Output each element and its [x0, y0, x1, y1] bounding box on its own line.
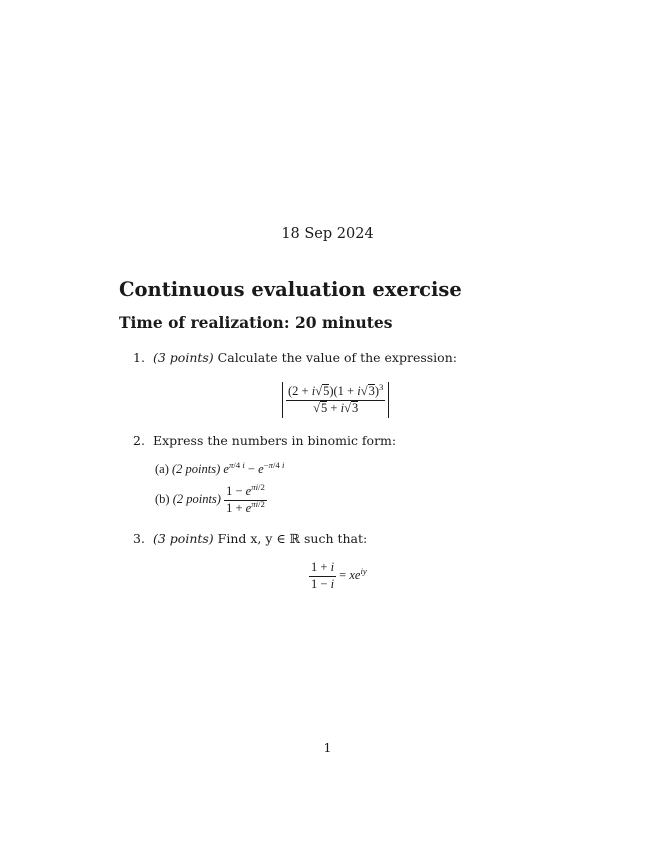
exercise-1-expression [282, 382, 389, 418]
exercise-2a-points: (2 points) [172, 462, 221, 476]
exercise-2 [133, 433, 396, 448]
exercise-2-number: 2. [133, 433, 145, 448]
expression-fraction: $\frac{(2 + i√5)(1 + i√3)^3}{√5 + i√3}$ [288, 381, 384, 415]
document-title: Continuous evaluation exercise [119, 278, 462, 301]
exercise-1-number: 1. [133, 350, 145, 365]
exercise-3-points: (3 points) [152, 531, 214, 546]
exercise-2b [155, 481, 267, 516]
exercise-2b-expression: $\frac{1 - e^{\pi i/2}}{1 + e^{\pi i/2}}$ [226, 481, 265, 515]
exercise-2a-label: (a) [155, 462, 169, 476]
absolute-value-expression [282, 382, 389, 418]
exercise-3-number: 3. [133, 531, 145, 546]
exercise-2a-expression: $e^{\pi/4 i} - e^{-\pi/4 i}$ [223, 459, 285, 476]
exercise-3 [133, 531, 367, 546]
exercise-3-text: Find x, y ∈ ℝ such that: [217, 531, 368, 546]
document-subtitle: Time of realization: 20 minutes [119, 313, 393, 332]
exercise-2b-label: (b) [155, 492, 170, 506]
exercise-2b-points: (2 points) [172, 492, 221, 506]
exercise-1-points: (3 points) [152, 350, 214, 365]
exercise-1 [133, 350, 457, 365]
page-number: 1 [323, 740, 332, 755]
exercise-1-text: Calculate the value of the expression: [217, 350, 457, 365]
exercise-2-text: Express the numbers in binomic form: [152, 433, 397, 448]
document-date: 18 Sep 2024 [281, 226, 374, 242]
exercise-2a [155, 459, 285, 477]
exercise-3-equation: $\frac{1 + i}{1 - i}$ = $xe^{iy}$ [311, 560, 367, 591]
equation-fraction: $\frac{1 + i}{1 - i}$ [311, 560, 335, 591]
